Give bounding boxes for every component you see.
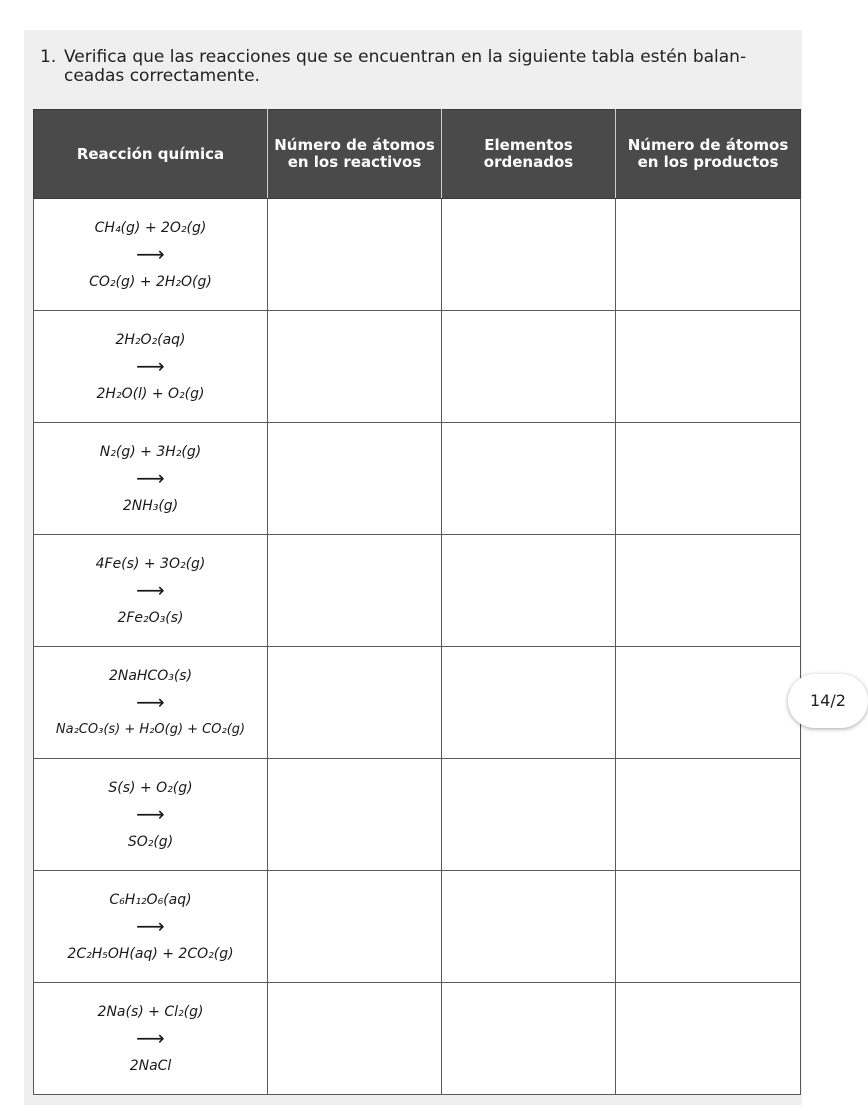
reaction-arrow-icon: ⟶: [136, 241, 165, 266]
reactant-atoms-cell[interactable]: [268, 871, 442, 983]
reaction-cell: [34, 759, 268, 871]
product-atoms-cell[interactable]: [616, 199, 801, 311]
products: SO₂(g): [127, 833, 174, 850]
products: 2NaCl: [129, 1057, 172, 1074]
reaction-cell: [34, 871, 268, 983]
question: [40, 48, 790, 86]
question-number: 1.: [40, 47, 57, 67]
product-atoms-cell[interactable]: [616, 983, 801, 1095]
reactant-atoms-cell[interactable]: [268, 647, 442, 759]
table-row: [34, 647, 801, 759]
reaction-equation: [34, 331, 267, 403]
ordered-elements-cell[interactable]: [442, 759, 616, 871]
products: 2Fe₂O₃(s): [117, 609, 184, 626]
ordered-elements-cell[interactable]: [442, 423, 616, 535]
reaction-arrow-icon: ⟶: [136, 801, 165, 826]
reaction-equation: [34, 891, 267, 963]
reaction-equation: [34, 1003, 267, 1075]
product-atoms-cell[interactable]: [616, 423, 801, 535]
reactants: 2Na(s) + Cl₂(g): [97, 1003, 204, 1020]
product-atoms-cell[interactable]: [616, 535, 801, 647]
reactants: CH₄(g) + 2O₂(g): [94, 219, 207, 236]
reaction-equation: [34, 219, 267, 291]
header-product-atoms: Número de átomos en los productos: [616, 110, 801, 199]
page-indicator-badge[interactable]: 14/2: [788, 674, 868, 728]
ordered-elements-cell[interactable]: [442, 199, 616, 311]
products: Na₂CO₃(s) + H₂O(g) + CO₂(g): [55, 721, 246, 737]
reactant-atoms-cell[interactable]: [268, 983, 442, 1095]
ordered-elements-cell[interactable]: [442, 535, 616, 647]
header-reactant-atoms: Número de átomos en los reactivos: [268, 110, 442, 199]
reactions-table: [33, 109, 801, 1095]
reaction-arrow-icon: ⟶: [136, 465, 165, 490]
table-row: [34, 759, 801, 871]
reaction-equation: [34, 443, 267, 515]
reactant-atoms-cell[interactable]: [268, 759, 442, 871]
worksheet-page: [24, 30, 802, 1105]
reaction-cell: [34, 311, 268, 423]
product-atoms-cell[interactable]: [616, 759, 801, 871]
reaction-equation: [34, 667, 267, 739]
reactant-atoms-cell[interactable]: [268, 423, 442, 535]
product-atoms-cell[interactable]: [616, 871, 801, 983]
reaction-cell: [34, 535, 268, 647]
products: CO₂(g) + 2H₂O(g): [89, 273, 212, 290]
ordered-elements-cell[interactable]: [442, 983, 616, 1095]
table-row: [34, 871, 801, 983]
product-atoms-cell[interactable]: [616, 311, 801, 423]
reaction-arrow-icon: ⟶: [136, 1025, 165, 1050]
reactant-atoms-cell[interactable]: [268, 199, 442, 311]
products: 2NH₃(g): [122, 497, 179, 514]
product-atoms-cell[interactable]: [616, 647, 801, 759]
reaction-cell: [34, 647, 268, 759]
reactants: C₆H₁₂O₆(aq): [109, 891, 192, 908]
header-reaction: Reacción química: [34, 110, 268, 199]
table-row: [34, 535, 801, 647]
products: 2H₂O(l) + O₂(g): [96, 385, 205, 402]
reaction-cell: [34, 199, 268, 311]
reactants: N₂(g) + 3H₂(g): [99, 443, 202, 460]
table-row: [34, 199, 801, 311]
header-ordered-elements: Elementos ordenados: [442, 110, 616, 199]
table-header-row: [34, 110, 801, 199]
reaction-cell: [34, 983, 268, 1095]
table-row: [34, 311, 801, 423]
reactants: 2NaHCO₃(s): [108, 667, 193, 684]
products: 2C₂H₅OH(aq) + 2CO₂(g): [67, 945, 234, 962]
reaction-arrow-icon: ⟶: [136, 913, 165, 938]
ordered-elements-cell[interactable]: [442, 311, 616, 423]
reactant-atoms-cell[interactable]: [268, 311, 442, 423]
reactants: 4Fe(s) + 3O₂(g): [95, 555, 206, 572]
reactants: S(s) + O₂(g): [108, 779, 193, 796]
reaction-arrow-icon: ⟶: [136, 353, 165, 378]
reactants: 2H₂O₂(aq): [115, 331, 186, 348]
question-text: Verifica que las reacciones que se encuentran en la siguiente tabla estén balan-ceadas correctamente.: [64, 47, 747, 86]
table-row: [34, 983, 801, 1095]
ordered-elements-cell[interactable]: [442, 871, 616, 983]
reaction-arrow-icon: ⟶: [136, 577, 165, 602]
reaction-arrow-icon: ⟶: [136, 689, 165, 714]
reaction-equation: [34, 555, 267, 627]
reactant-atoms-cell[interactable]: [268, 535, 442, 647]
ordered-elements-cell[interactable]: [442, 647, 616, 759]
table-row: [34, 423, 801, 535]
reaction-cell: [34, 423, 268, 535]
reaction-equation: [34, 779, 267, 851]
